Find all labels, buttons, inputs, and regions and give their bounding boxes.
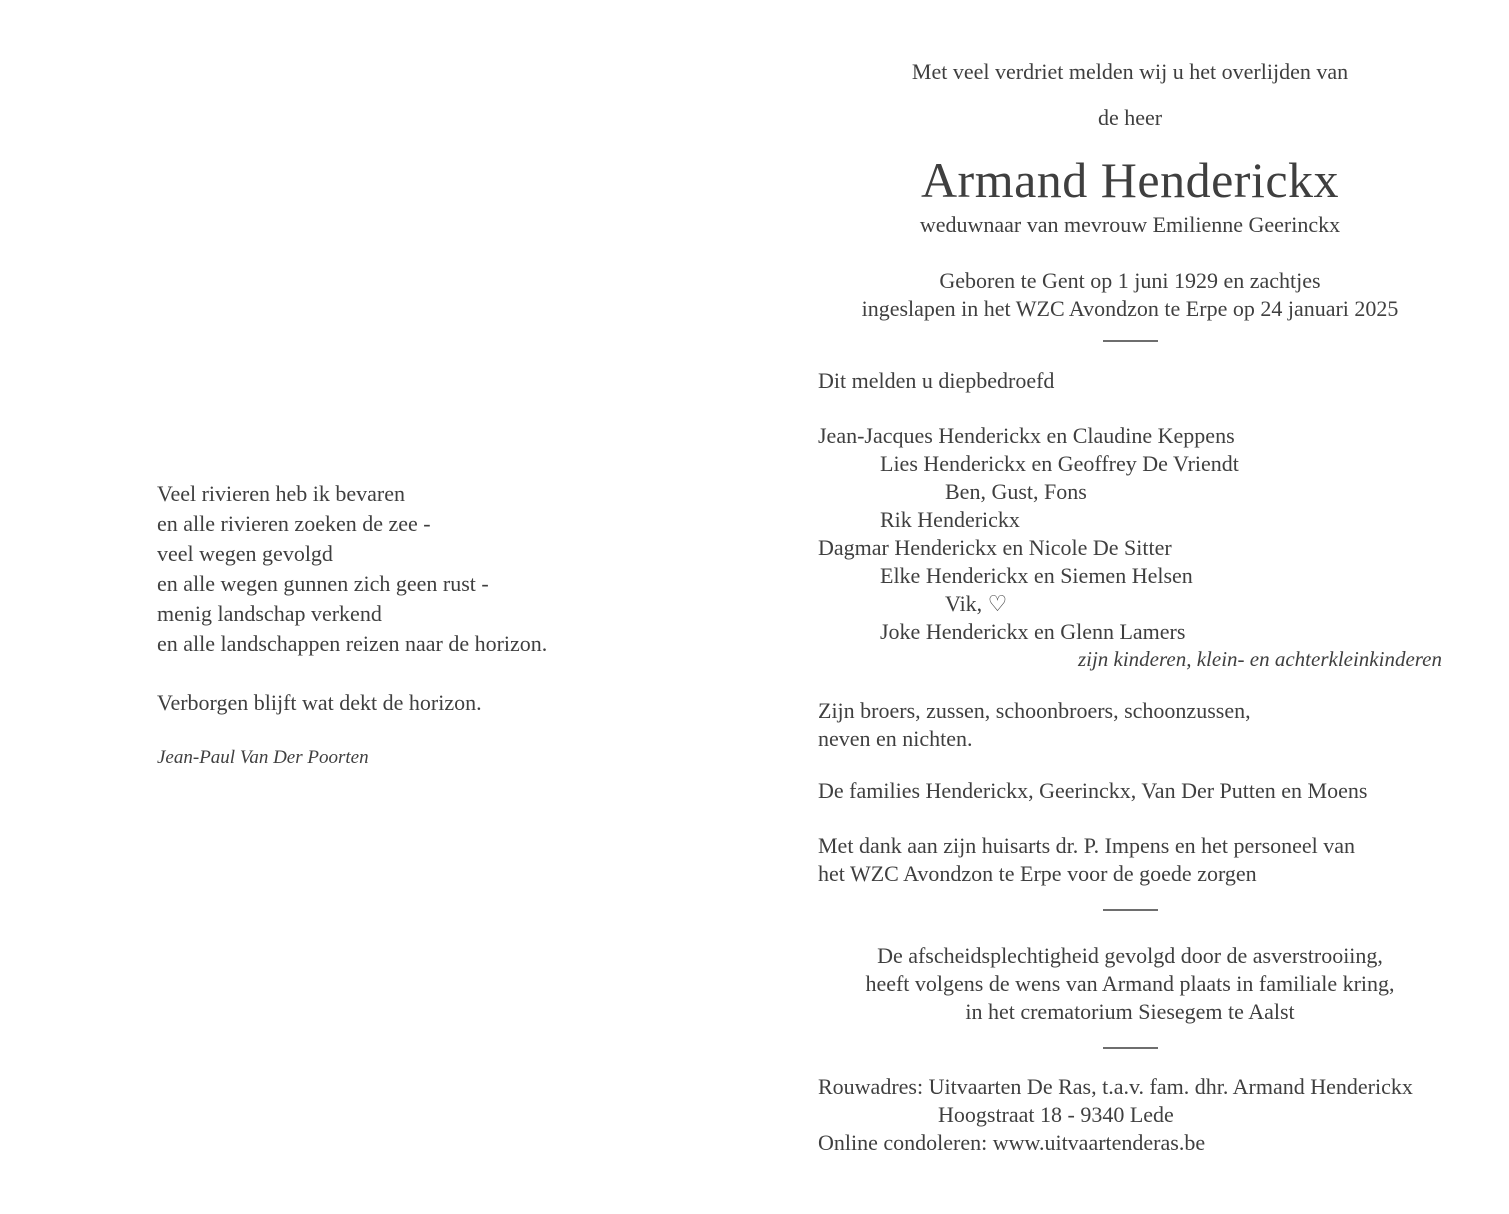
family-member-line: Vik, ♡ xyxy=(945,591,1008,616)
family-member-line: Elke Henderickx en Siemen Helsen xyxy=(880,563,1193,588)
thanks-line-1: Met dank aan zijn huisarts dr. P. Impens en het personeel van xyxy=(818,833,1356,858)
family-member-line: Lies Henderickx en Geoffrey De Vriendt xyxy=(880,451,1239,476)
poem-line-3: veel wegen gevolgd xyxy=(157,541,333,566)
relatives-block xyxy=(818,697,1442,753)
poem-line-4: en alle wegen gunnen zich geen rust - xyxy=(157,571,489,596)
family-member-line: Jean-Jacques Henderickx en Claudine Keppens xyxy=(818,423,1235,448)
section-divider-2 xyxy=(1103,909,1158,911)
relatives-line-1: Zijn broers, zussen, schoonbroers, schoonzussen, xyxy=(818,698,1251,723)
relatives-line-2: neven en nichten. xyxy=(818,726,973,751)
family-member-line: Rik Henderickx xyxy=(880,507,1020,532)
poem-closing-line: Verborgen blijft wat dekt de horizon. xyxy=(157,690,482,715)
section-divider-1 xyxy=(1103,340,1158,342)
mourning-address-line-2: Hoogstraat 18 - 9340 Lede xyxy=(938,1102,1174,1127)
section-divider-3 xyxy=(1103,1047,1158,1049)
announcement-section xyxy=(818,50,1442,1157)
family-list xyxy=(818,422,1442,646)
ceremony-line-3: in het crematorium Siesegem te Aalst xyxy=(965,999,1295,1024)
birth-death-line-2: ingeslapen in het WZC Avondzon te Erpe op 24 januari 2025 xyxy=(861,296,1399,321)
poem-line-6: en alle landschappen reizen naar de horizon. xyxy=(157,631,548,656)
thanks-block xyxy=(818,832,1442,888)
mourning-address-block xyxy=(818,1073,1442,1157)
online-condolence-line: Online condoleren: www.uitvaartenderas.be xyxy=(818,1130,1206,1155)
ceremony-line-2: heeft volgens de wens van Armand plaats in familiale kring, xyxy=(865,971,1395,996)
family-member-line: Dagmar Henderickx en Nicole De Sitter xyxy=(818,535,1172,560)
family-member-line: Ben, Gust, Fons xyxy=(945,479,1087,504)
poem-author: Jean-Paul Van Der Poorten xyxy=(157,747,369,768)
family-caption: zijn kinderen, klein- en achterkleinkinderen xyxy=(1077,647,1442,671)
intro-line: Met veel verdriet melden wij u het overlijden van xyxy=(911,59,1349,84)
families-line: De families Henderickx, Geerinckx, Van Der Putten en Moens xyxy=(818,778,1368,803)
family-member-line: Joke Henderickx en Glenn Lamers xyxy=(880,619,1186,644)
poem-line-1: Veel rivieren heb ik bevaren xyxy=(157,481,405,506)
salutation-line: de heer xyxy=(1097,105,1163,130)
widower-line: weduwnaar van mevrouw Emilienne Geerinckx xyxy=(919,212,1341,237)
deceased-name: Armand Henderickx xyxy=(920,152,1340,208)
poem-line-2: en alle rivieren zoeken de zee - xyxy=(157,511,431,536)
thanks-line-2: het WZC Avondzon te Erpe voor de goede zorgen xyxy=(818,861,1257,886)
ceremony-line-1: De afscheidsplechtigheid gevolgd door de asverstrooiing, xyxy=(877,943,1383,968)
ceremony-block xyxy=(818,942,1442,1026)
announced-by-line: Dit melden u diepbedroefd xyxy=(818,368,1055,393)
poem-line-5: menig landschap verkend xyxy=(157,601,382,626)
birth-death-line-1: Geboren te Gent op 1 juni 1929 en zachtjes xyxy=(939,268,1321,293)
mourning-address-line-1: Rouwadres: Uitvaarten De Ras, t.a.v. fam. dhr. Armand Henderickx xyxy=(818,1074,1413,1099)
poem-section xyxy=(157,479,717,770)
poem xyxy=(157,479,717,659)
